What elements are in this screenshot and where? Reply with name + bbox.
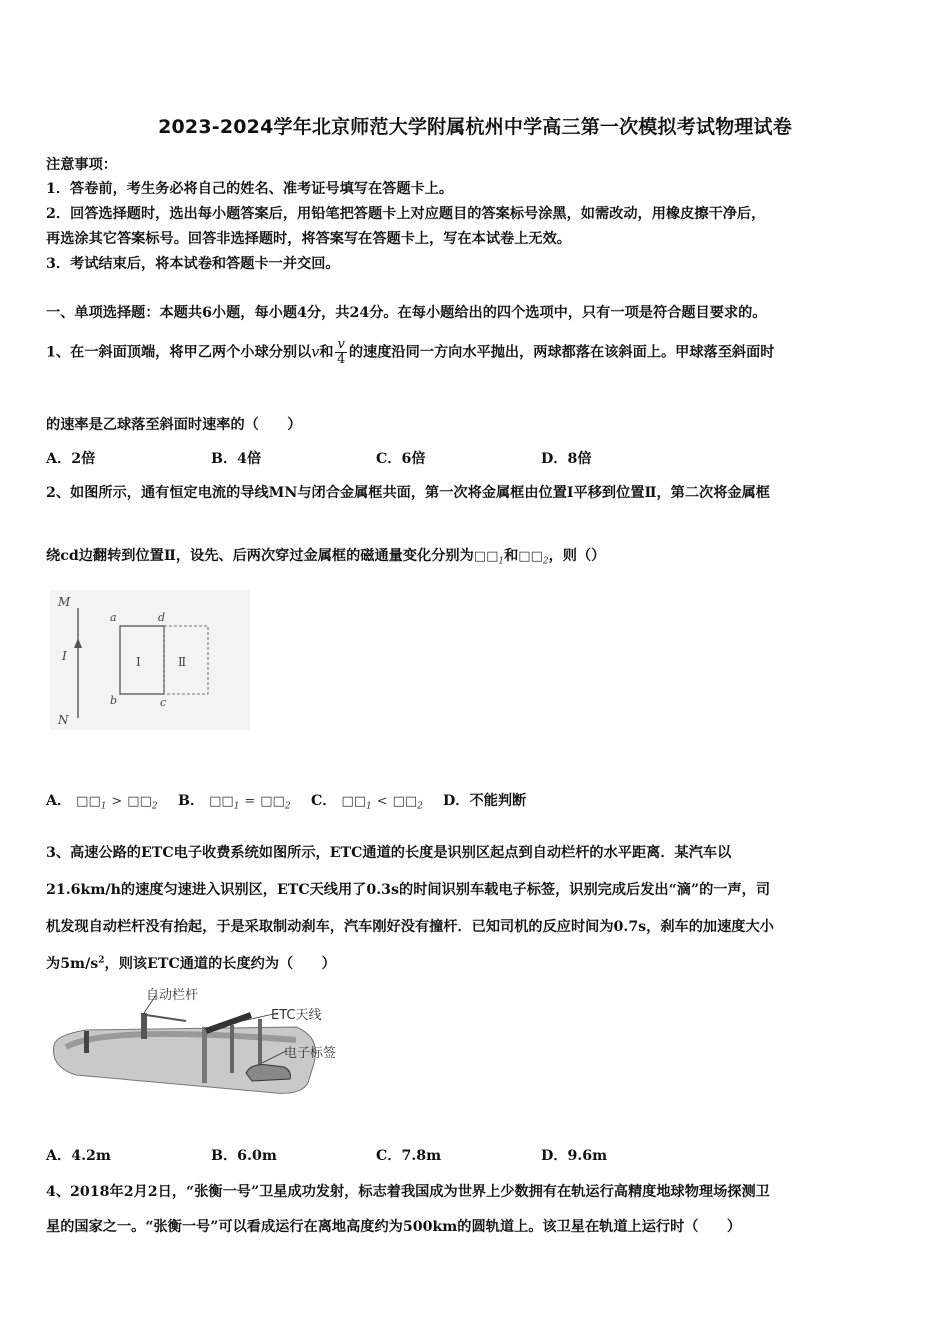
q2-option-c <box>311 790 423 812</box>
q3-line-4-sup: 2 <box>98 955 105 966</box>
q2-label-pos2: Ⅱ <box>178 655 187 669</box>
q2-option-b-phi-2 <box>260 794 291 812</box>
q2-option-c-phi-1 <box>341 794 372 812</box>
q2-option-b-phi-1-symbol: □□ <box>209 794 234 809</box>
q2-option-b-label: B． <box>178 793 205 809</box>
q1-text-part1: 1、在一斜面顶端，将甲乙两个小球分别以 <box>46 344 312 361</box>
q1-frac-num: v <box>337 337 345 352</box>
q3-label-gate: 自动栏杆 <box>146 988 199 1003</box>
notice-item-2b: 再选涂其它答案标号。回答非选择题时，将答案写在答题卡上，写在本试卷上无效。 <box>46 231 571 247</box>
question-2-line-2 <box>46 545 605 567</box>
q2-wire-frame-figure <box>50 590 250 730</box>
q2-figure-background <box>50 590 250 730</box>
q2-option-a-phi-1-symbol: □□ <box>76 794 101 809</box>
q2-phi-1-symbol: □□ <box>473 549 499 564</box>
q3-antenna-pole <box>230 1025 234 1073</box>
q2-label-m: M <box>58 595 71 609</box>
q2-option-b-phi-2-sub: 2 <box>284 801 291 812</box>
q2-option-d: D．不能判断 <box>443 793 527 809</box>
q3-tag-pole <box>258 1019 262 1069</box>
q2-text-b: ，则（） <box>548 548 606 564</box>
q2-phi-1-sub: 1 <box>498 556 505 567</box>
q3-gate-post <box>141 1013 147 1039</box>
q2-option-a-label: A． <box>46 793 72 809</box>
q2-option-b-phi-2-symbol: □□ <box>260 794 285 809</box>
q2-label-n: N <box>58 713 69 727</box>
q2-label-i: I <box>62 649 67 663</box>
q2-option-c-phi-1-symbol: □□ <box>341 794 367 809</box>
q2-and: 和 <box>504 548 519 564</box>
question-3-line-3: 机发现自动栏杆没有抬起，于是采取制动刹车，汽车刚好没有撞杆．已知司机的反应时间为0.7s，刹车的加速度大小 <box>46 919 774 935</box>
question-3-line-2: 21.6km/h的速度匀速进入识别区，ETC天线用了0.3s的时间识别车载电子标签，识别完成后发出“滴”的一声，司 <box>46 882 771 898</box>
q3-label-tag: 电子标签 <box>284 1046 337 1061</box>
q2-option-a <box>46 790 158 812</box>
q2-phi-2 <box>518 549 549 567</box>
q2-phi-2-symbol: □□ <box>518 549 543 564</box>
page-title: 2023-2024学年北京师范大学附属杭州中学高三第一次模拟考试物理试卷 <box>158 116 792 138</box>
q2-option-c-label: C． <box>311 793 337 809</box>
q1-option-a: A．2倍 <box>46 451 96 467</box>
notice-item-2a: 2．回答选择题时，选出每小题答案后，用铅笔把答题卡上对应题目的答案标号涂黑，如需改动，用橡皮擦干净后， <box>46 206 766 222</box>
q3-line-4-a: 为5m/s <box>46 956 99 972</box>
q2-label-a: a <box>110 611 117 624</box>
question-4-line-1: 4、2018年2月2日，“张衡一号”卫星成功发射，标志着我国成为世界上少数拥有在轨运行高精度地球物理场探测卫 <box>46 1184 770 1200</box>
q3-gate-arm <box>146 1015 186 1021</box>
question-1-line-2: 的速率是乙球落至斜面时速率的（ ） <box>46 417 302 433</box>
q2-option-a-relation: > <box>111 794 123 809</box>
q1-option-d: D．8倍 <box>541 451 592 467</box>
q1-fraction <box>335 338 346 367</box>
q3-etc-figure <box>46 985 356 1115</box>
q2-option-a-phi-2 <box>127 794 158 812</box>
q2-option-c-relation: < <box>376 794 388 809</box>
q3-option-d: D．9.6m <box>541 1148 608 1164</box>
q2-option-c-phi-2-sub: 2 <box>417 801 423 812</box>
q3-gantry-left <box>202 1027 207 1083</box>
q1-frac-den: 4 <box>337 352 346 367</box>
q2-option-c-phi-2 <box>392 794 423 812</box>
q3-label-antenna: ETC天线 <box>271 1008 322 1023</box>
section-heading: 一、单项选择题：本题共6小题，每小题4分，共24分。在每小题给出的四个选项中，只有一项是符合题目要求的。 <box>46 305 767 321</box>
q3-option-c: C．7.8m <box>376 1148 442 1164</box>
q3-post-left <box>84 1031 89 1053</box>
q1-and: 和 <box>319 344 334 361</box>
q2-option-c-phi-1-sub: 1 <box>366 801 372 812</box>
question-3-line-4 <box>46 953 336 973</box>
q2-label-d: d <box>158 611 166 624</box>
q3-car <box>246 1065 290 1081</box>
question-3-line-1: 3、高速公路的ETC电子收费系统如图所示，ETC通道的长度是识别区起点到自动栏杆的水平距离．某汽车以 <box>46 845 732 861</box>
question-2-line-1: 2、如图所示，通有恒定电流的导线MN与闭合金属框共面，第一次将金属框由位置Ⅰ平移到位置Ⅱ，第二次将金属框 <box>46 485 770 501</box>
q2-label-c: c <box>160 696 167 709</box>
q2-text-a: 绕cd边翻转到位置Ⅱ，设先、后两次穿过金属框的磁通量变化分别为 <box>46 548 474 564</box>
q2-label-b: b <box>110 694 118 707</box>
q1-option-b: B．4倍 <box>211 451 262 467</box>
q2-option-a-phi-2-sub: 2 <box>151 801 158 812</box>
q3-line-4-b: ，则该ETC通道的长度约为（ ） <box>104 956 336 972</box>
q2-option-b-phi-1-sub: 1 <box>233 801 240 812</box>
q2-option-a-phi-1-sub: 1 <box>100 801 107 812</box>
q2-option-b <box>178 790 291 812</box>
notice-item-3: 3．考试结束后，将本试卷和答题卡一并交回。 <box>46 256 340 272</box>
q3-option-b: B．6.0m <box>211 1148 277 1164</box>
q2-option-b-phi-1 <box>209 794 240 812</box>
question-4-line-2: 星的国家之一。“张衡一号”可以看成运行在离地高度约为500km的圆轨道上。该卫星在轨道上运行时（ ） <box>46 1219 742 1235</box>
q1-var-v: v <box>311 344 320 361</box>
q2-option-c-phi-2-symbol: □□ <box>392 794 418 809</box>
q1-text-part2: 的速度沿同一方向水平抛出，两球都落在该斜面上。甲球落至斜面时 <box>348 344 775 361</box>
q1-option-c: C．6倍 <box>376 451 426 467</box>
q2-option-a-phi-1 <box>76 794 107 812</box>
q2-phi-2-sub: 2 <box>542 556 549 567</box>
q2-phi-1 <box>473 549 505 567</box>
notice-heading: 注意事项： <box>46 157 117 173</box>
q3-option-a: A．4.2m <box>46 1148 111 1164</box>
q2-option-b-relation: = <box>244 794 256 809</box>
notice-item-1: 1．答卷前，考生务必将自己的姓名、准考证号填写在答题卡上。 <box>46 181 454 197</box>
question-1-line-1 <box>46 338 774 367</box>
q2-option-a-phi-2-symbol: □□ <box>127 794 152 809</box>
q2-label-pos1: Ⅰ <box>136 655 141 669</box>
